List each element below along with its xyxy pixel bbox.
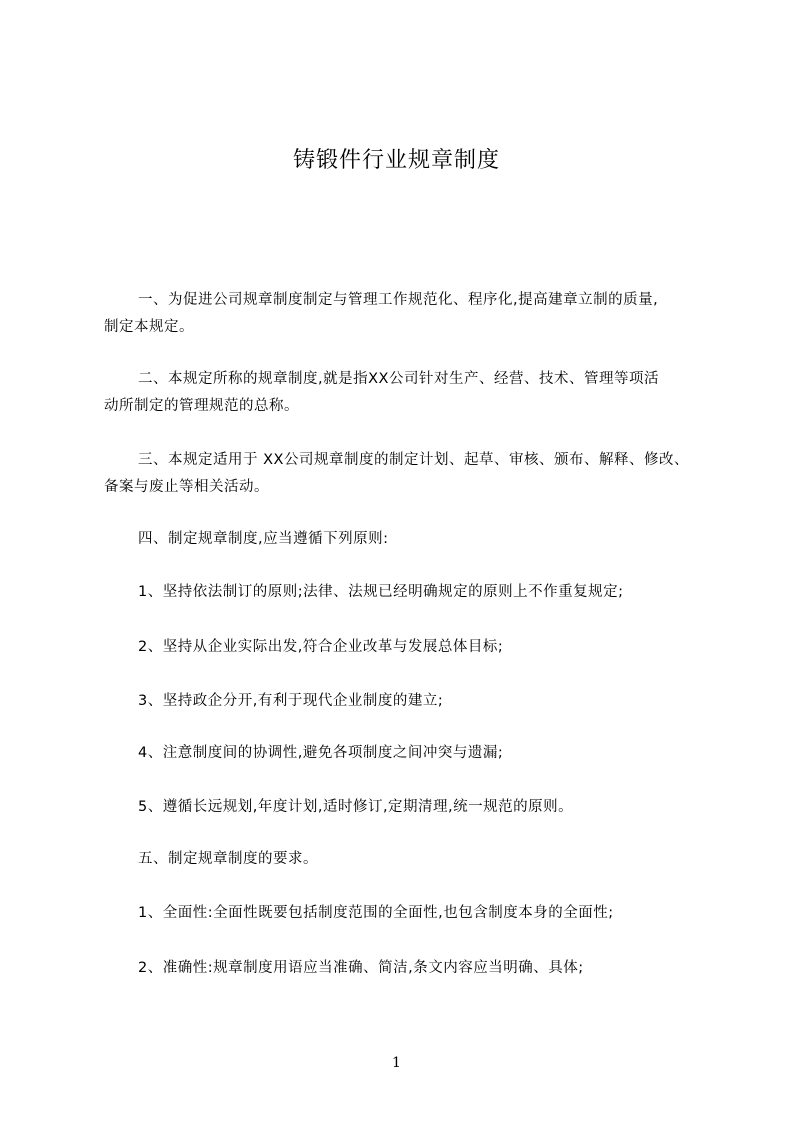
paragraph-line: 一、为促进公司规章制度制定与管理工作规范化、程序化,提高建章立制的质量,	[138, 292, 659, 308]
paragraph-1	[104, 287, 724, 341]
principle-item-1: 1、坚持依法制订的原则;法律、法规已经明确规定的原则上不作重复规定;	[138, 584, 624, 600]
requirement-item-1: 1、全面性:全面性既要包括制度范围的全面性,也包含制度本身的全面性;	[138, 905, 614, 921]
paragraph-line: 动所制定的管理规范的总称。	[104, 398, 299, 414]
principle-item-4: 4、注意制度间的协调性,避免各项制度之间冲突与遗漏;	[138, 745, 504, 761]
section-heading-5: 五、制定规章制度的要求。	[138, 851, 318, 867]
principle-item-2: 2、坚持从企业实际出发,符合企业改革与发展总体目标;	[138, 639, 504, 655]
paragraph-3	[104, 447, 724, 501]
paragraph-line: 二、本规定所称的规章制度,就是指XX公司针对生产、经营、技术、管理等项活	[138, 371, 659, 387]
paragraph-line: 制定本规定。	[104, 319, 194, 335]
principle-item-5: 5、遵循长远规划,年度计划,适时修订,定期清理,统一规范的原则。	[138, 799, 574, 815]
section-heading-4: 四、制定规章制度,应当遵循下列原则:	[138, 531, 389, 547]
page-number: 1	[392, 1055, 401, 1071]
document-title: 铸锻件行业规章制度	[292, 148, 500, 173]
paragraph-2	[104, 366, 724, 420]
paragraph-line: 三、本规定适用于 XX公司规章制度的制定计划、起草、审核、颁布、解释、修改、	[138, 452, 689, 468]
paragraph-line: 备案与废止等相关活动。	[104, 479, 269, 495]
principle-item-3: 3、坚持政企分开,有利于现代企业制度的建立;	[138, 693, 444, 709]
requirement-item-2: 2、准确性:规章制度用语应当准确、简洁,条文内容应当明确、具体;	[138, 960, 584, 976]
